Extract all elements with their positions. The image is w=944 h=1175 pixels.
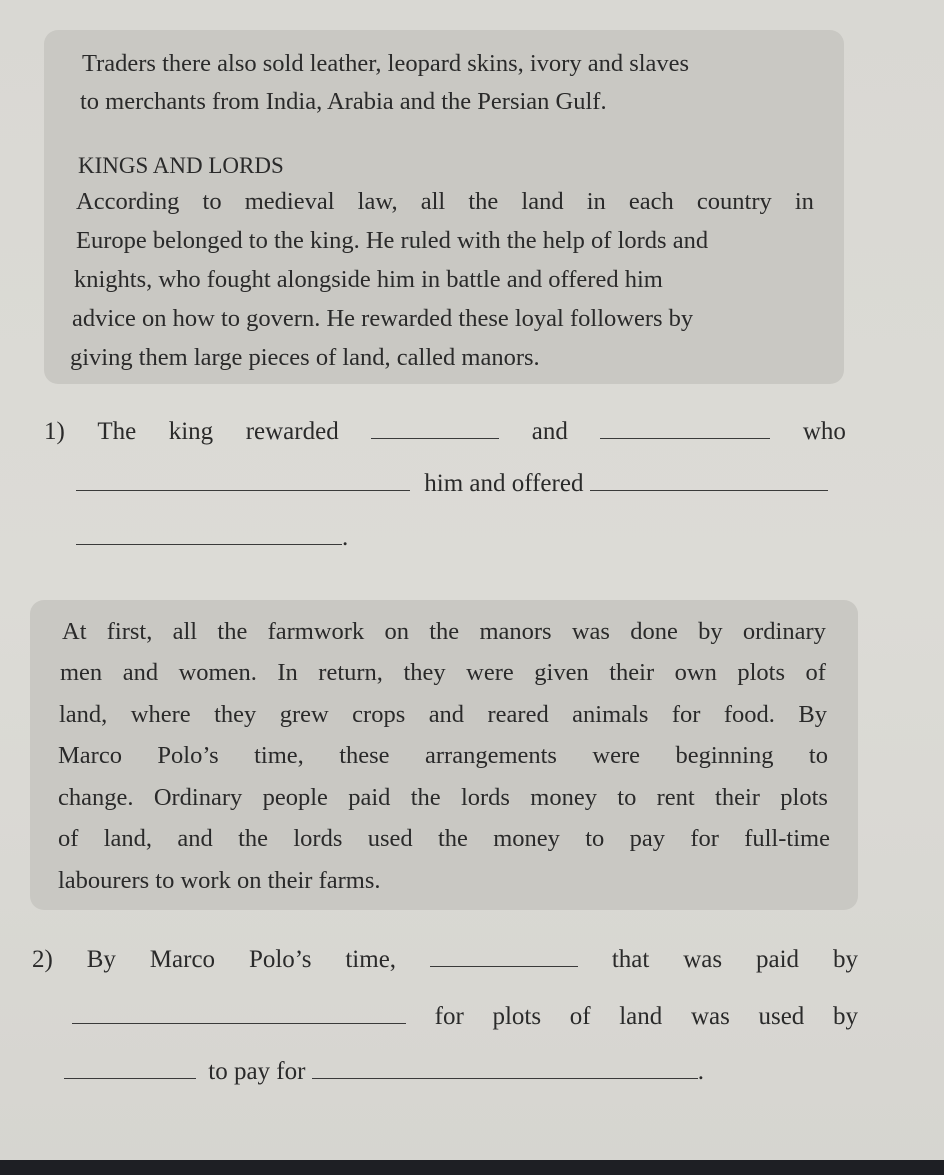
word: medieval [244, 188, 335, 215]
word: crops [352, 701, 406, 728]
word: the [437, 825, 468, 852]
q2-word: for [434, 1003, 464, 1030]
word: law, [357, 188, 398, 215]
word: first, [106, 618, 153, 645]
word: farmwork [267, 618, 365, 645]
passage1-line-1: Traders there also sold leather, leopard skins, ivory and slaves [82, 50, 690, 77]
passage1-line-2: to merchants from India, Arabia and the Persian Gulf. [80, 88, 607, 115]
word: beginning [675, 742, 774, 769]
q1-period: . [342, 524, 349, 551]
word: their [609, 659, 655, 686]
word: plots [737, 659, 786, 686]
answer-blank[interactable] [430, 965, 578, 967]
word: In [277, 659, 298, 686]
word: men [60, 659, 103, 686]
q2-word: time, [345, 946, 397, 973]
word: were [466, 659, 514, 686]
word: Ordinary [153, 784, 243, 811]
word: money [493, 825, 560, 852]
passage2-line-7: labourers to work on their farms. [58, 867, 381, 894]
q2-word: Marco [149, 946, 216, 973]
word: animals [572, 701, 649, 728]
word: pay [629, 825, 665, 852]
word: lords [293, 825, 343, 852]
word: own [674, 659, 717, 686]
passage2-line-6 [58, 827, 830, 852]
question-number: 2) [32, 946, 53, 973]
word: return, [318, 659, 383, 686]
word: given [534, 659, 589, 686]
word: used [367, 825, 413, 852]
question-number: 1) [44, 418, 65, 445]
question-1-line-2 [76, 470, 828, 498]
word: women. [178, 659, 257, 686]
word: was [571, 618, 610, 645]
question-2-line-2 [72, 1003, 858, 1031]
passage2-line-1 [62, 620, 826, 645]
q1-word: and [531, 418, 568, 445]
section-heading: KINGS AND LORDS [78, 153, 284, 178]
word: by [698, 618, 723, 645]
q2-word: Polo’s [248, 946, 312, 973]
q2-word: plots [492, 1003, 542, 1030]
word: the [468, 188, 499, 215]
q1-text: him and offered [424, 470, 584, 497]
word: land, [103, 825, 153, 852]
word: they [214, 701, 257, 728]
q2-word: paid [756, 946, 800, 973]
word: to [617, 784, 637, 811]
word: money [530, 784, 597, 811]
word: By [798, 701, 827, 728]
word: to [585, 825, 605, 852]
passage1-para-line-5: giving them large pieces of land, called manors. [70, 344, 540, 371]
word: arrangements [425, 742, 557, 769]
q2-word: that [611, 946, 650, 973]
answer-blank[interactable] [590, 489, 828, 491]
word: the [238, 825, 269, 852]
word: reared [487, 701, 549, 728]
word: were [592, 742, 641, 769]
q2-word: by [832, 1003, 858, 1030]
answer-blank[interactable] [600, 437, 770, 439]
word: rent [656, 784, 695, 811]
page-edge-shadow [0, 1160, 944, 1175]
word: where [130, 701, 191, 728]
question-2-line-3 [64, 1058, 704, 1086]
passage2-line-2 [60, 661, 826, 686]
word: and [122, 659, 159, 686]
q2-word: used [758, 1003, 805, 1030]
passage1-para-line-1 [76, 190, 814, 215]
answer-blank[interactable] [64, 1077, 196, 1079]
word: in [586, 188, 606, 215]
word: time, [254, 742, 304, 769]
word: change. [58, 784, 134, 811]
q2-word: was [683, 946, 723, 973]
q2-period: . [697, 1058, 704, 1085]
word: to [808, 742, 828, 769]
q1-word: king [168, 418, 214, 445]
q2-text: to pay for [208, 1058, 306, 1085]
word: of [58, 825, 79, 852]
q1-word: who [802, 418, 846, 445]
word: for [671, 701, 701, 728]
word: they [403, 659, 446, 686]
word: the [217, 618, 248, 645]
answer-blank[interactable] [371, 437, 499, 439]
word: people [262, 784, 328, 811]
passage1-para-line-2: Europe belonged to the king. He ruled with the help of lords and [76, 227, 709, 254]
word: full-time [744, 825, 830, 852]
answer-blank[interactable] [76, 489, 410, 491]
word: land [521, 188, 564, 215]
answer-blank[interactable] [312, 1077, 698, 1079]
word: food. [723, 701, 775, 728]
word: each [628, 188, 674, 215]
word: the [429, 618, 460, 645]
word: and [177, 825, 213, 852]
q1-word: rewarded [245, 418, 339, 445]
word: all [420, 188, 446, 215]
passage2-line-4 [58, 744, 828, 769]
q2-word: land [619, 1003, 663, 1030]
word: grew [279, 701, 329, 728]
word: According [76, 188, 180, 215]
answer-blank[interactable] [72, 1022, 406, 1024]
word: on [384, 618, 409, 645]
word: country [696, 188, 772, 215]
word: in [794, 188, 814, 215]
word: their [715, 784, 760, 811]
passage2-line-3 [59, 703, 827, 728]
word: Polo’s [157, 742, 219, 769]
q2-word: of [569, 1003, 591, 1030]
word: the [410, 784, 441, 811]
passage2-line-5 [58, 786, 828, 811]
word: and [428, 701, 465, 728]
q1-word: The [97, 418, 137, 445]
word: these [339, 742, 390, 769]
word: to [202, 188, 222, 215]
word: all [172, 618, 198, 645]
question-1-line-1 [44, 418, 846, 446]
word: plots [780, 784, 828, 811]
passage1-para-line-3: knights, who fought alongside him in battle and offered him [74, 266, 663, 293]
q2-word: By [86, 946, 116, 973]
question-2-line-1 [32, 946, 858, 974]
q2-word: by [832, 946, 858, 973]
word: ordinary [742, 618, 826, 645]
word: done [630, 618, 678, 645]
q2-word: was [690, 1003, 730, 1030]
word: At [62, 618, 87, 645]
word: lords [460, 784, 510, 811]
word: land, [59, 701, 108, 728]
word: Marco [58, 742, 122, 769]
answer-blank[interactable] [76, 543, 342, 545]
word: paid [348, 784, 391, 811]
word: for [690, 825, 719, 852]
word: manors [479, 618, 552, 645]
word: of [805, 659, 826, 686]
passage1-para-line-4: advice on how to govern. He rewarded these loyal followers by [72, 305, 694, 332]
question-1-line-3 [76, 524, 348, 552]
